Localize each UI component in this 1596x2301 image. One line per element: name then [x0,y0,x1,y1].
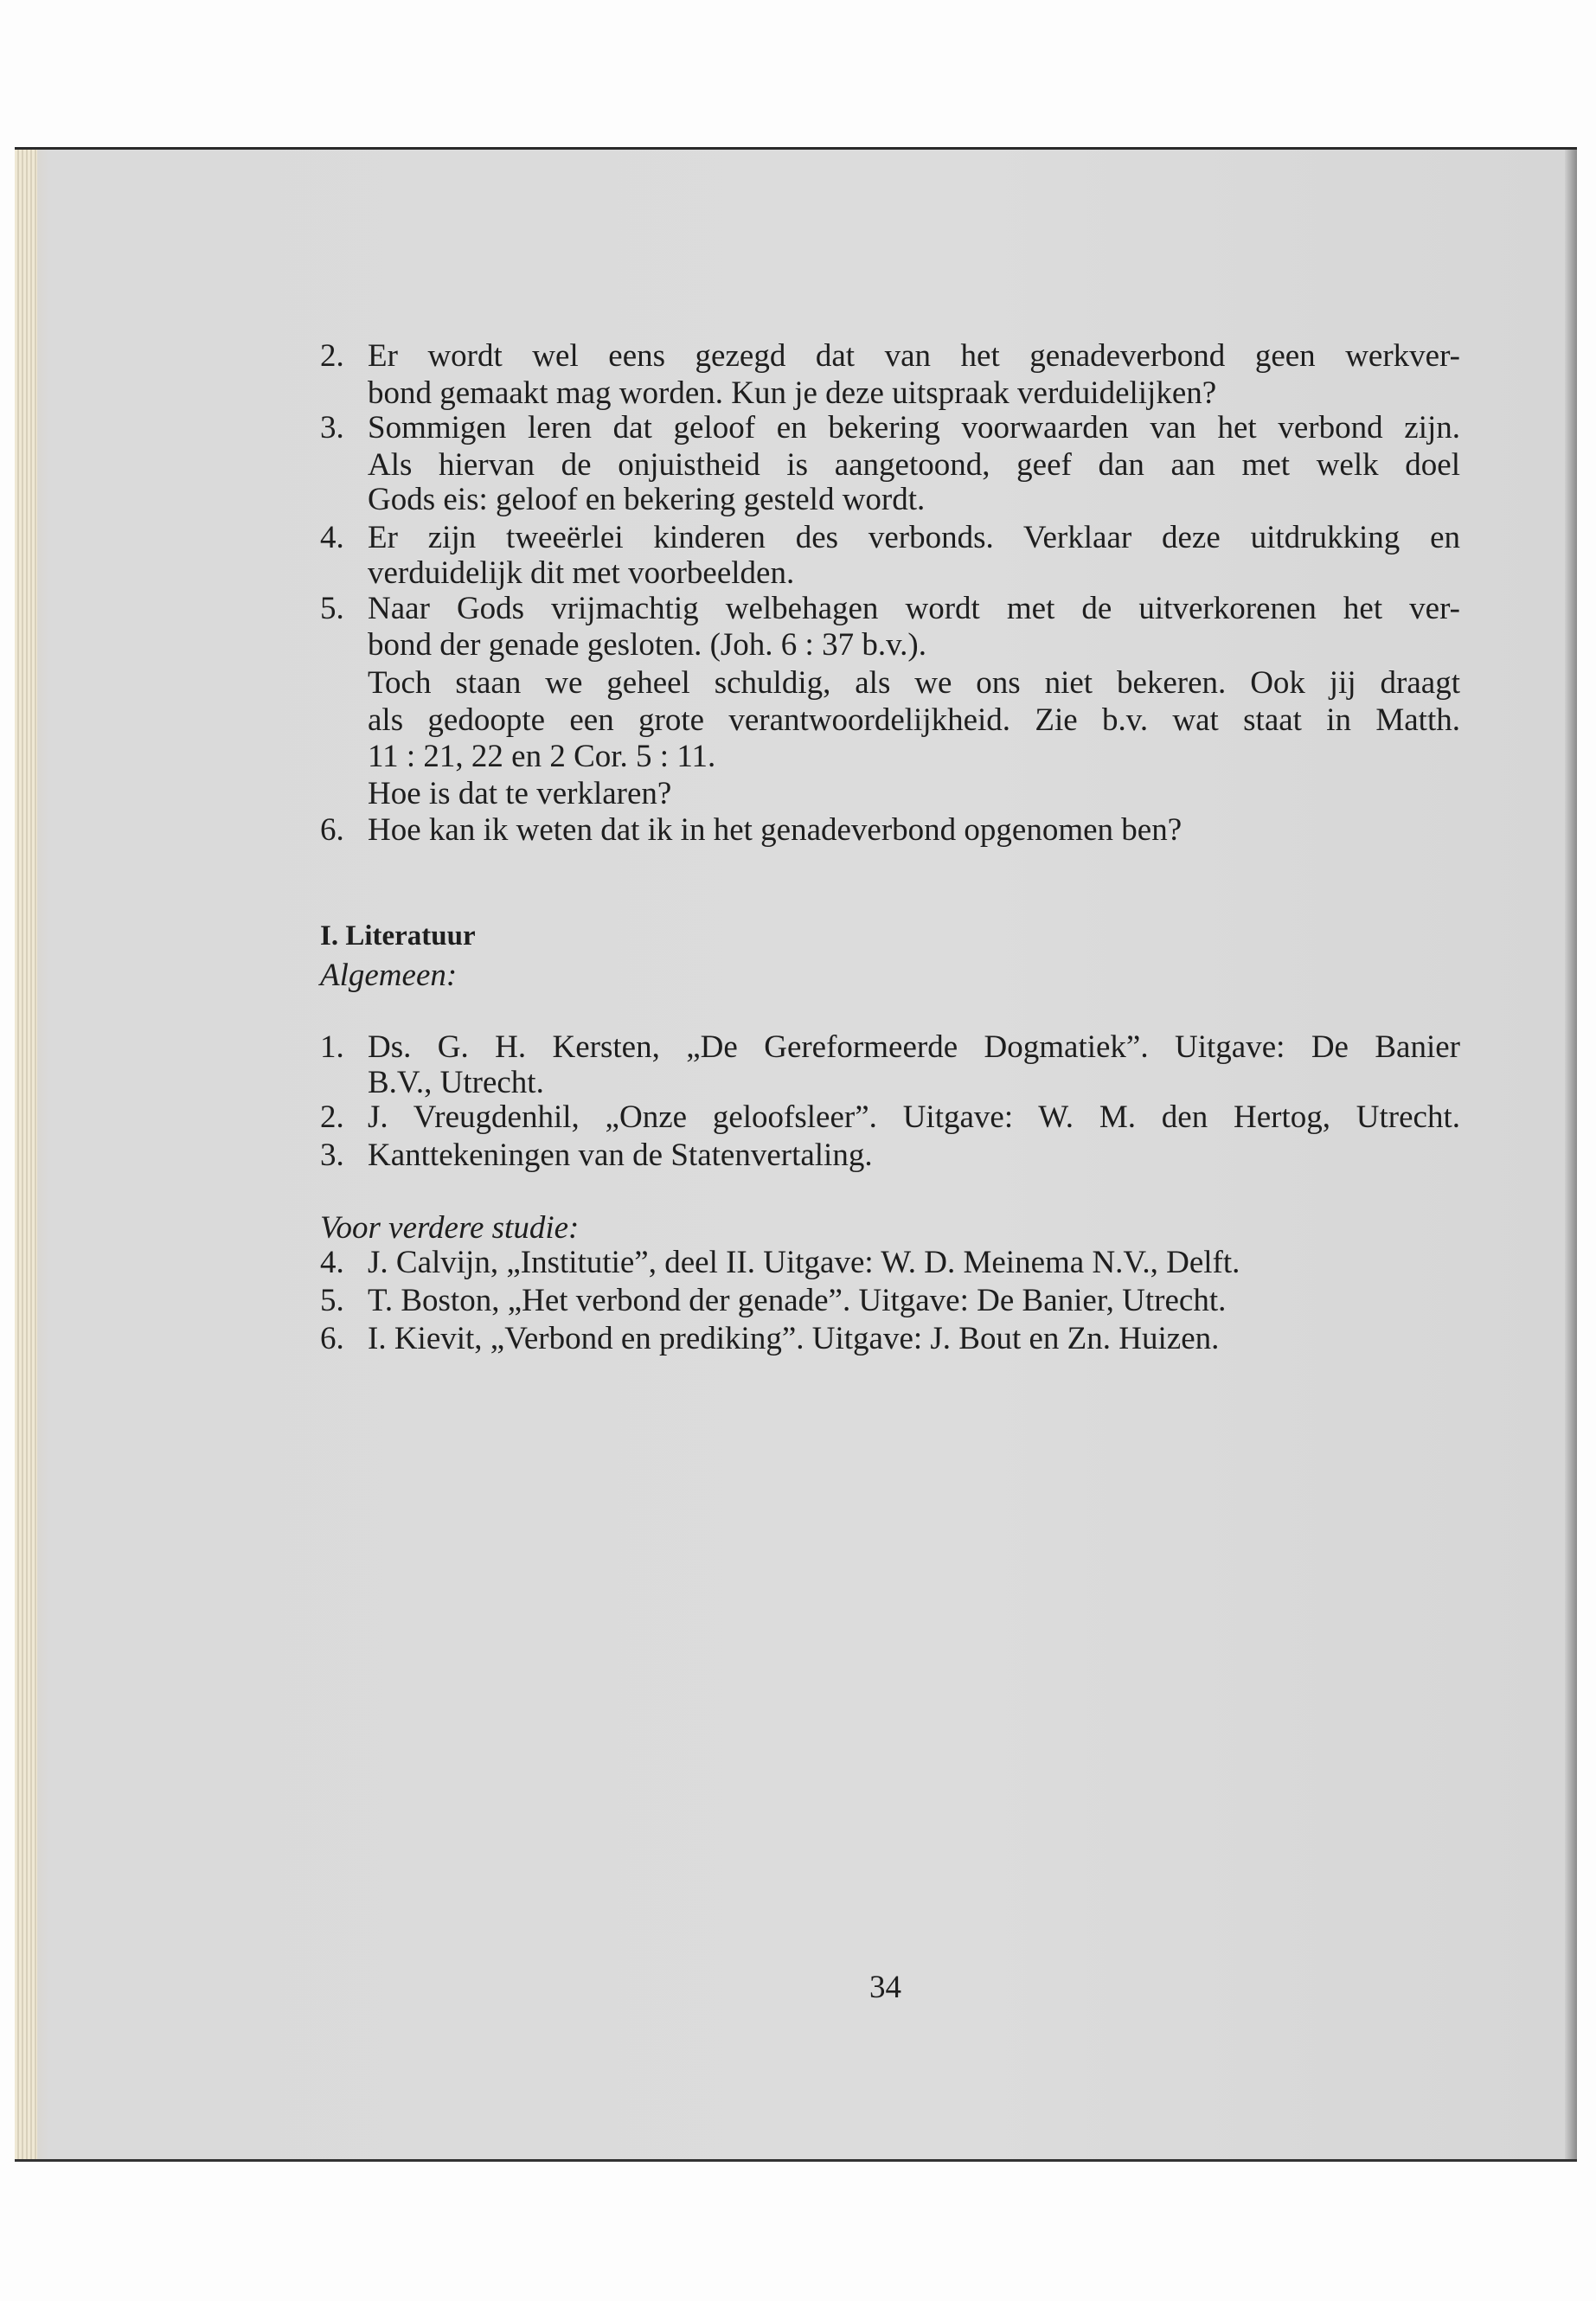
question-line: bond gemaakt mag worden. Kun je deze uitspraak verduidelijken? [368,375,1217,411]
question-line: Hoe is dat te verklaren? [368,776,672,811]
reference-number: 3. [320,1138,344,1173]
page-right-shadow [1565,150,1577,2159]
question-line: Naar Gods vrijmachtig welbehagen wordt met de uitverkorenen het ver- [368,591,1460,626]
reference-line: B.V., Utrecht. [368,1065,544,1100]
reference-line: Ds. G. H. Kersten, „De Gereformeerde Dogmatiek”. Uitgave: De Banier [368,1029,1460,1065]
reference-line: J. Calvijn, „Institutie”, deel II. Uitgave: W. D. Meinema N.V., Delft. [368,1245,1240,1280]
question-line: Hoe kan ik weten dat ik in het genadeverbond opgenomen ben? [368,812,1183,848]
question-number: 6. [320,812,344,848]
question-line: Gods eis: geloof en bekering gesteld wordt. [368,482,926,517]
reference-line: Kanttekeningen van de Statenvertaling. [368,1138,873,1173]
reference-line: J. Vreugdenhil, „Onze geloofsleer”. Uitgave: W. M. den Hertog, Utrecht. [368,1099,1460,1135]
question-line: verduidelijk dit met voorbeelden. [368,555,795,591]
reference-number: 6. [320,1321,344,1356]
reference-number: 5. [320,1283,344,1318]
page-number: 34 [869,1970,901,2005]
reference-number: 1. [320,1029,344,1065]
question-number: 3. [320,410,344,445]
subheading-general: Algemeen: [320,958,458,993]
question-number: 5. [320,591,344,626]
question-line: bond der genade gesloten. (Joh. 6 : 37 b.v.). [368,627,926,663]
question-line: 11 : 21, 22 en 2 Cor. 5 : 11. [368,739,716,774]
reference-number: 2. [320,1099,344,1135]
reference-line: T. Boston, „Het verbond der genade”. Uitgave: De Banier, Utrecht. [368,1283,1227,1318]
page-stack-edge [15,150,37,2159]
question-line: als gedoopte een grote verantwoordelijkheid. Zie b.v. wat staat in Matth. [368,702,1460,738]
reference-number: 4. [320,1245,344,1280]
question-line: Er wordt wel eens gezegd dat van het genadeverbond geen werkver- [368,338,1460,374]
section-heading: I. Literatuur [320,920,476,952]
reference-line: I. Kievit, „Verbond en prediking”. Uitgave: J. Bout en Zn. Huizen. [368,1321,1220,1356]
question-number: 2. [320,338,344,374]
question-number: 4. [320,520,344,555]
question-line: Sommigen leren dat geloof en bekering voorwaarden van het verbond zijn. [368,410,1460,445]
subheading-further-study: Voor verdere studie: [320,1210,580,1246]
question-line: Toch staan we geheel schuldig, als we ons niet bekeren. Ook jij draagt [368,665,1460,701]
question-line: Er zijn tweeërlei kinderen des verbonds. Verklaar deze uitdrukking en [368,520,1460,555]
question-line: Als hiervan de onjuistheid is aangetoond, geef dan aan met welk doel [368,447,1460,483]
